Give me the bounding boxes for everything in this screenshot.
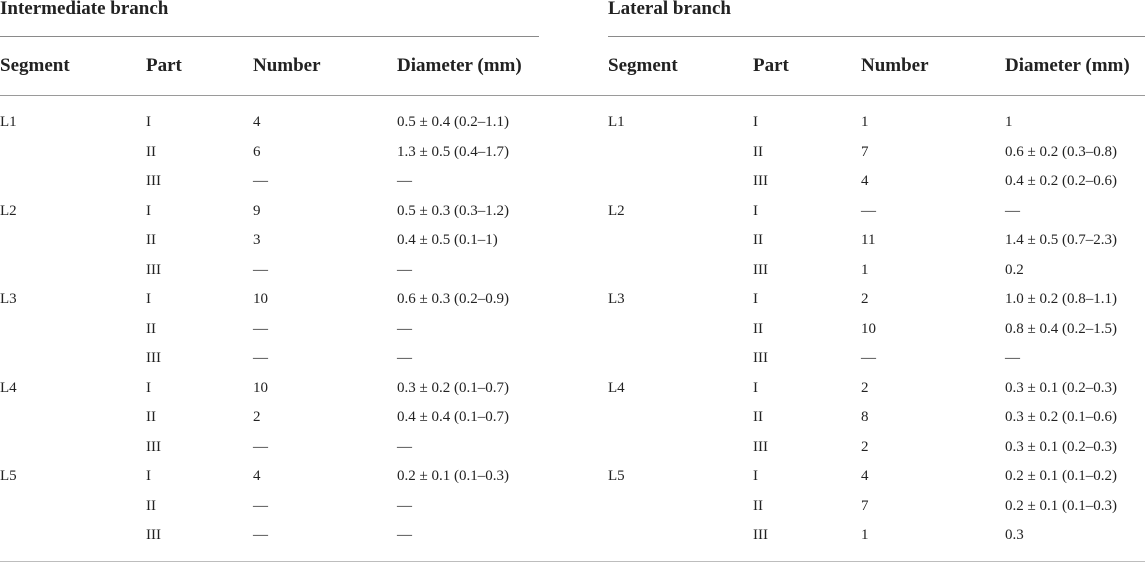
cell-diameter: — bbox=[397, 320, 412, 337]
cell-diameter: — bbox=[397, 438, 412, 455]
lateral-branch-table bbox=[608, 44, 1145, 551]
table-row bbox=[0, 256, 557, 286]
cell-part: II bbox=[146, 409, 156, 426]
table-row bbox=[0, 492, 557, 522]
cell-diameter: 0.8 ± 0.4 (0.2–1.5) bbox=[1005, 320, 1117, 337]
cell-number: 9 bbox=[253, 202, 261, 219]
table-row bbox=[0, 138, 557, 168]
table-row bbox=[608, 315, 1145, 345]
cell-number: 3 bbox=[253, 232, 261, 249]
header-number: Number bbox=[253, 55, 321, 76]
cell-segment: L4 bbox=[608, 379, 625, 396]
cell-number: — bbox=[253, 527, 268, 544]
cell-part: III bbox=[146, 261, 161, 278]
table-row bbox=[608, 88, 1145, 138]
cell-part: I bbox=[753, 114, 758, 131]
cell-number: — bbox=[253, 497, 268, 514]
cell-diameter: 1.0 ± 0.2 (0.8–1.1) bbox=[1005, 291, 1117, 308]
cell-number: 1 bbox=[861, 114, 869, 131]
cell-diameter: — bbox=[397, 173, 412, 190]
table-row bbox=[608, 521, 1145, 551]
cell-diameter: — bbox=[397, 527, 412, 544]
cell-segment: L3 bbox=[608, 291, 625, 308]
cell-segment bbox=[608, 315, 753, 345]
table-row bbox=[608, 285, 1145, 315]
table-row bbox=[0, 167, 557, 197]
cell-part: III bbox=[753, 261, 768, 278]
cell-part: III bbox=[146, 350, 161, 367]
cell-number: 2 bbox=[861, 291, 869, 308]
cell-part: III bbox=[753, 350, 768, 367]
table-row bbox=[608, 403, 1145, 433]
table-row bbox=[0, 521, 557, 551]
cell-diameter: 0.3 ± 0.2 (0.1–0.7) bbox=[397, 379, 509, 396]
cell-part: I bbox=[753, 291, 758, 308]
cell-segment bbox=[608, 521, 753, 551]
cell-number: 4 bbox=[861, 173, 869, 190]
header-segment: Segment bbox=[608, 55, 678, 76]
cell-part: II bbox=[146, 143, 156, 160]
cell-segment: L5 bbox=[0, 468, 17, 485]
cell-number: — bbox=[861, 350, 876, 367]
header-number: Number bbox=[861, 55, 929, 76]
cell-segment bbox=[0, 492, 146, 522]
cell-diameter: 0.4 ± 0.5 (0.1–1) bbox=[397, 232, 498, 249]
lateral-branch-title: Lateral branch bbox=[608, 0, 731, 19]
cell-segment bbox=[608, 344, 753, 374]
cell-diameter: — bbox=[397, 497, 412, 514]
intermediate-spanner-rule bbox=[0, 36, 539, 37]
cell-number: 1 bbox=[861, 527, 869, 544]
cell-number: 4 bbox=[253, 468, 261, 485]
cell-segment bbox=[608, 403, 753, 433]
cell-number: 11 bbox=[861, 232, 876, 249]
cell-diameter: 0.2 ± 0.1 (0.1–0.2) bbox=[1005, 468, 1117, 485]
cell-number: — bbox=[861, 202, 876, 219]
cell-number: 10 bbox=[861, 320, 876, 337]
cell-part: I bbox=[753, 379, 758, 396]
cell-segment: L1 bbox=[608, 114, 625, 131]
cell-diameter: 0.6 ± 0.3 (0.2–0.9) bbox=[397, 291, 509, 308]
cell-diameter: 0.3 ± 0.2 (0.1–0.6) bbox=[1005, 409, 1117, 426]
header-part: Part bbox=[753, 55, 789, 76]
table-row bbox=[0, 226, 557, 256]
cell-part: II bbox=[146, 320, 156, 337]
table-row bbox=[608, 344, 1145, 374]
cell-segment bbox=[0, 344, 146, 374]
cell-part: I bbox=[146, 114, 151, 131]
table-row bbox=[608, 433, 1145, 463]
cell-part: I bbox=[146, 379, 151, 396]
cell-number: — bbox=[253, 261, 268, 278]
cell-diameter: 0.5 ± 0.3 (0.3–1.2) bbox=[397, 202, 509, 219]
cell-number: — bbox=[253, 320, 268, 337]
cell-segment bbox=[0, 403, 146, 433]
cell-part: III bbox=[146, 173, 161, 190]
cell-diameter: 1.3 ± 0.5 (0.4–1.7) bbox=[397, 143, 509, 160]
cell-part: I bbox=[146, 291, 151, 308]
table-row bbox=[608, 492, 1145, 522]
cell-part: III bbox=[753, 438, 768, 455]
cell-segment bbox=[0, 521, 146, 551]
cell-segment bbox=[608, 492, 753, 522]
header-segment: Segment bbox=[0, 55, 70, 76]
table-row bbox=[0, 403, 557, 433]
cell-diameter: — bbox=[1005, 202, 1020, 219]
cell-diameter: 0.3 ± 0.1 (0.2–0.3) bbox=[1005, 438, 1117, 455]
cell-segment: L1 bbox=[0, 114, 17, 131]
cell-number: 4 bbox=[253, 114, 261, 131]
cell-segment bbox=[0, 167, 146, 197]
cell-part: II bbox=[753, 320, 763, 337]
cell-segment: L2 bbox=[608, 202, 625, 219]
table-row bbox=[608, 256, 1145, 286]
lateral-spanner-rule bbox=[608, 36, 1145, 37]
cell-number: 7 bbox=[861, 143, 869, 160]
cell-diameter: 0.2 ± 0.1 (0.1–0.3) bbox=[397, 468, 509, 485]
cell-number: 2 bbox=[253, 409, 261, 426]
cell-diameter: 1.4 ± 0.5 (0.7–2.3) bbox=[1005, 232, 1117, 249]
cell-diameter: 0.6 ± 0.2 (0.3–0.8) bbox=[1005, 143, 1117, 160]
cell-part: II bbox=[146, 232, 156, 249]
cell-part: III bbox=[753, 527, 768, 544]
cell-segment: L3 bbox=[0, 291, 17, 308]
cell-segment bbox=[0, 315, 146, 345]
cell-diameter: 0.2 ± 0.1 (0.1–0.3) bbox=[1005, 497, 1117, 514]
cell-number: 6 bbox=[253, 143, 261, 160]
cell-part: II bbox=[753, 143, 763, 160]
cell-segment bbox=[0, 433, 146, 463]
cell-diameter: — bbox=[397, 261, 412, 278]
cell-diameter: 0.5 ± 0.4 (0.2–1.1) bbox=[397, 114, 509, 131]
cell-segment: L4 bbox=[0, 379, 17, 396]
cell-diameter: 1 bbox=[1005, 114, 1013, 131]
cell-diameter: 0.4 ± 0.4 (0.1–0.7) bbox=[397, 409, 509, 426]
cell-segment bbox=[0, 226, 146, 256]
cell-segment bbox=[608, 138, 753, 168]
table-row bbox=[0, 285, 557, 315]
cell-diameter: — bbox=[397, 350, 412, 367]
cell-segment bbox=[0, 256, 146, 286]
intermediate-branch-title: Intermediate branch bbox=[0, 0, 169, 19]
header-row bbox=[0, 44, 557, 88]
cell-segment bbox=[0, 138, 146, 168]
cell-part: I bbox=[146, 202, 151, 219]
table-row bbox=[0, 197, 557, 227]
cell-diameter: 0.4 ± 0.2 (0.2–0.6) bbox=[1005, 173, 1117, 190]
cell-part: III bbox=[146, 438, 161, 455]
header-row bbox=[608, 44, 1145, 88]
cell-diameter: — bbox=[1005, 350, 1020, 367]
cell-diameter: 0.2 bbox=[1005, 261, 1024, 278]
cell-segment bbox=[608, 226, 753, 256]
cell-diameter: 0.3 ± 0.1 (0.2–0.3) bbox=[1005, 379, 1117, 396]
cell-part: II bbox=[753, 232, 763, 249]
table-row bbox=[0, 433, 557, 463]
cell-number: 4 bbox=[861, 468, 869, 485]
table-row bbox=[608, 167, 1145, 197]
table-row bbox=[608, 197, 1145, 227]
cell-segment bbox=[608, 256, 753, 286]
cell-part: I bbox=[753, 202, 758, 219]
cell-part: II bbox=[146, 497, 156, 514]
table-row bbox=[0, 315, 557, 345]
cell-segment bbox=[608, 167, 753, 197]
table-row bbox=[608, 462, 1145, 492]
cell-number: 10 bbox=[253, 291, 268, 308]
table-row bbox=[608, 138, 1145, 168]
cell-number: 2 bbox=[861, 438, 869, 455]
cell-part: III bbox=[753, 173, 768, 190]
header-diameter: Diameter (mm) bbox=[397, 55, 522, 76]
table-row bbox=[0, 344, 557, 374]
cell-number: 10 bbox=[253, 379, 268, 396]
table-row bbox=[0, 374, 557, 404]
cell-number: — bbox=[253, 438, 268, 455]
cell-number: 1 bbox=[861, 261, 869, 278]
cell-number: 8 bbox=[861, 409, 869, 426]
header-part: Part bbox=[146, 55, 182, 76]
cell-part: II bbox=[753, 409, 763, 426]
cell-part: II bbox=[753, 497, 763, 514]
cell-number: 2 bbox=[861, 379, 869, 396]
cell-segment: L5 bbox=[608, 468, 625, 485]
intermediate-branch-table bbox=[0, 44, 557, 551]
header-diameter: Diameter (mm) bbox=[1005, 55, 1130, 76]
cell-part: I bbox=[146, 468, 151, 485]
cell-number: — bbox=[253, 173, 268, 190]
cell-segment: L2 bbox=[0, 202, 17, 219]
cell-number: 7 bbox=[861, 497, 869, 514]
table-row bbox=[0, 462, 557, 492]
table-row bbox=[0, 88, 557, 138]
cell-segment bbox=[608, 433, 753, 463]
cell-diameter: 0.3 bbox=[1005, 527, 1024, 544]
cell-part: III bbox=[146, 527, 161, 544]
cell-part: I bbox=[753, 468, 758, 485]
table-row bbox=[608, 374, 1145, 404]
cell-number: — bbox=[253, 350, 268, 367]
table-row bbox=[608, 226, 1145, 256]
